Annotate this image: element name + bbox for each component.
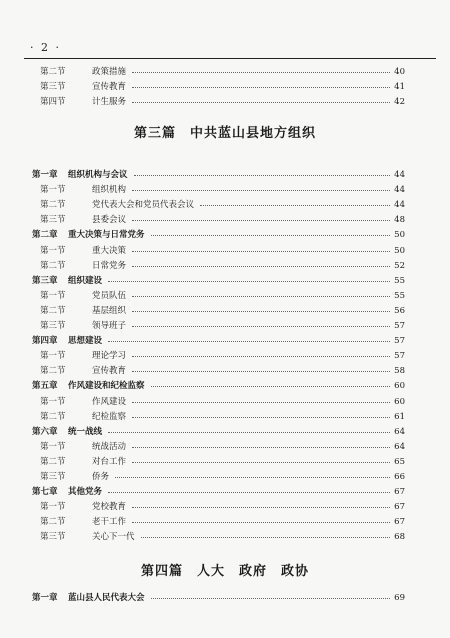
toc-entry (0, 485, 450, 499)
toc-entry-title: 作风建设和纪检监察 (68, 381, 145, 392)
toc-entry-page: 64 (394, 441, 405, 452)
part-heading: 第四篇 人大 政府 政协 (140, 564, 309, 579)
toc-entry-title: 思想建设 (68, 336, 103, 347)
toc-entry-section: 第一节 (40, 502, 66, 513)
toc-entry-page: 42 (394, 97, 405, 107)
toc-entry-page: 60 (394, 381, 405, 392)
toc-leader-dots (132, 356, 390, 357)
toc-entry-section: 第二章 (32, 230, 58, 241)
toc-entry (0, 80, 450, 94)
toc-leader-dots (108, 341, 390, 342)
toc-leader-dots (132, 102, 390, 103)
toc-entry-section: 第五章 (32, 381, 58, 392)
toc-entry-section: 第七章 (32, 487, 58, 498)
toc-entry-title: 宣传教育 (92, 366, 127, 377)
toc-leader-dots (132, 190, 390, 191)
toc-entry-section: 第三节 (40, 472, 66, 482)
toc-entry-page: 44 (394, 170, 405, 180)
toc-leader-dots (141, 537, 390, 538)
toc-entry-page: 69 (394, 593, 405, 603)
toc-entry-section: 第六章 (32, 426, 58, 437)
toc-leader-dots (115, 477, 390, 478)
toc-leader-dots (132, 462, 390, 463)
toc-entry (0, 168, 450, 182)
toc-entry-page: 67 (394, 487, 405, 498)
toc-entry-page: 57 (394, 321, 405, 331)
toc-entry (0, 440, 450, 454)
toc-entry-section: 第一章 (32, 170, 58, 180)
toc-entry-page: 40 (394, 67, 405, 77)
toc-leader-dots (132, 371, 390, 372)
toc-entry-page: 61 (394, 411, 405, 422)
header-rule (24, 58, 436, 59)
toc-entry-title: 统一战线 (68, 426, 103, 437)
toc-entry (0, 410, 450, 424)
toc-leader-dots (132, 447, 390, 448)
toc-entry-page: 56 (394, 305, 405, 316)
toc-entry (0, 591, 450, 605)
toc-entry-page: 67 (394, 517, 405, 528)
toc-entry-page: 66 (394, 472, 405, 482)
toc-entry-section: 第一节 (40, 185, 66, 196)
toc-entry-page: 48 (394, 215, 405, 226)
toc-entry-title: 计生服务 (92, 97, 127, 107)
toc-entry-section: 第三节 (40, 82, 66, 92)
toc-entry (0, 259, 450, 273)
toc-entry-page: 44 (394, 200, 405, 211)
toc-entry-title: 关心下一代 (92, 532, 135, 543)
toc-leader-dots (132, 72, 390, 73)
toc-entry-section: 第三节 (40, 321, 66, 331)
toc-entry-page: 67 (394, 502, 405, 513)
toc-entry-title: 侨务 (92, 472, 110, 482)
toc-entry (0, 364, 450, 378)
toc-entry (0, 183, 450, 197)
toc-entry-title: 重大决策与日常党务 (68, 230, 145, 241)
toc-entry-page: 68 (394, 532, 405, 543)
toc-entry (0, 95, 450, 109)
toc-entry-page: 58 (394, 366, 405, 377)
toc-entry (0, 198, 450, 212)
toc-entry-title: 党员队伍 (92, 290, 127, 301)
toc-entry (0, 470, 450, 484)
toc-entry-title: 蓝山县人民代表大会 (68, 593, 145, 603)
toc-leader-dots (132, 251, 390, 252)
toc-entry-title: 老干工作 (92, 517, 127, 528)
toc-entry-page: 41 (394, 82, 405, 92)
toc-entry (0, 244, 450, 258)
toc-entry (0, 379, 450, 393)
toc-entry (0, 349, 450, 363)
toc-entry-section: 第二节 (40, 260, 66, 271)
toc-entry-section: 第二节 (40, 517, 66, 528)
toc-entry (0, 274, 450, 288)
toc-entry-page: 55 (394, 275, 405, 286)
toc-entry-page: 57 (394, 351, 405, 362)
toc-entry-title: 基层组织 (92, 305, 127, 316)
toc-leader-dots (108, 492, 390, 493)
toc-entry-section: 第一章 (32, 593, 58, 603)
toc-entry-section: 第一节 (40, 396, 66, 407)
toc-entry (0, 319, 450, 333)
toc-entry-title: 组织建设 (68, 275, 103, 286)
toc-leader-dots (132, 87, 390, 88)
toc-leader-dots (200, 205, 390, 206)
toc-entry-section: 第三节 (40, 532, 66, 543)
page-number: · 2 · (30, 41, 61, 54)
toc-entry-title: 其他党务 (68, 487, 103, 498)
toc-leader-dots (132, 220, 390, 221)
part-heading: 第三篇 中共蓝山县地方组织 (133, 126, 316, 141)
toc-entry (0, 334, 450, 348)
toc-entry-title: 日常党务 (92, 260, 127, 271)
toc-entry-page: 50 (394, 245, 405, 256)
toc-entry-section: 第一节 (40, 351, 66, 362)
toc-entry-section: 第二节 (40, 411, 66, 422)
toc-entry-page: 64 (394, 426, 405, 437)
toc-entry-page: 55 (394, 290, 405, 301)
toc-entry (0, 500, 450, 514)
toc-entry-title: 党代表大会和党员代表会议 (92, 200, 195, 211)
toc-entry (0, 65, 450, 79)
toc-entry-section: 第三节 (40, 215, 66, 226)
toc-leader-dots (132, 326, 390, 327)
toc-leader-dots (132, 296, 390, 297)
toc-entry (0, 289, 450, 303)
toc-entry-title: 统战活动 (92, 441, 127, 452)
toc-entry-title: 对台工作 (92, 456, 127, 467)
toc-entry-section: 第二节 (40, 456, 66, 467)
toc-leader-dots (132, 402, 390, 403)
toc-entry-page: 60 (394, 396, 405, 407)
toc-entry (0, 304, 450, 318)
toc-entry-title: 重大决策 (92, 245, 127, 256)
toc-entry-section: 第三章 (32, 275, 58, 286)
toc-entry-section: 第一节 (40, 290, 66, 301)
toc-entry-title: 理论学习 (92, 351, 127, 362)
toc-entry-page: 57 (394, 336, 405, 347)
toc-entry-page: 44 (394, 185, 405, 196)
toc-entry-section: 第二节 (40, 366, 66, 377)
toc-entry-page: 50 (394, 230, 405, 241)
toc-leader-dots (151, 235, 390, 236)
toc-entry (0, 530, 450, 544)
toc-entry-title: 作风建设 (92, 396, 127, 407)
toc-entry (0, 515, 450, 529)
toc-entry-section: 第二节 (40, 305, 66, 316)
toc-entry-title: 党校教育 (92, 502, 127, 513)
toc-entry-section: 第二节 (40, 67, 66, 77)
toc-leader-dots (108, 432, 390, 433)
toc-entry-title: 组织机构与会议 (68, 170, 128, 180)
toc-entry-section: 第一节 (40, 441, 66, 452)
toc-entry-title: 政策措施 (92, 67, 127, 77)
toc-leader-dots (108, 281, 390, 282)
toc-entry-section: 第四章 (32, 336, 58, 347)
toc-entry (0, 213, 450, 227)
toc-leader-dots (132, 417, 390, 418)
toc-leader-dots (132, 311, 390, 312)
toc-leader-dots (132, 266, 390, 267)
toc-entry-page: 52 (394, 260, 405, 271)
toc-entry-title: 纪检监察 (92, 411, 127, 422)
toc-leader-dots (132, 507, 390, 508)
toc-leader-dots (151, 386, 390, 387)
toc-leader-dots (134, 175, 390, 176)
toc-entry (0, 425, 450, 439)
toc-entry-title: 宣传教育 (92, 82, 127, 92)
toc-entry-title: 领导班子 (92, 321, 127, 331)
toc-entry-section: 第一节 (40, 245, 66, 256)
toc-entry (0, 228, 450, 242)
toc-leader-dots (151, 598, 390, 599)
toc-entry-title: 组织机构 (92, 185, 127, 196)
toc-leader-dots (132, 522, 390, 523)
toc-entry-page: 65 (394, 456, 405, 467)
toc-entry-section: 第四节 (40, 97, 66, 107)
toc-entry-title: 县委会议 (92, 215, 127, 226)
toc-entry (0, 455, 450, 469)
toc-entry-section: 第二节 (40, 200, 66, 211)
toc-entry (0, 395, 450, 409)
